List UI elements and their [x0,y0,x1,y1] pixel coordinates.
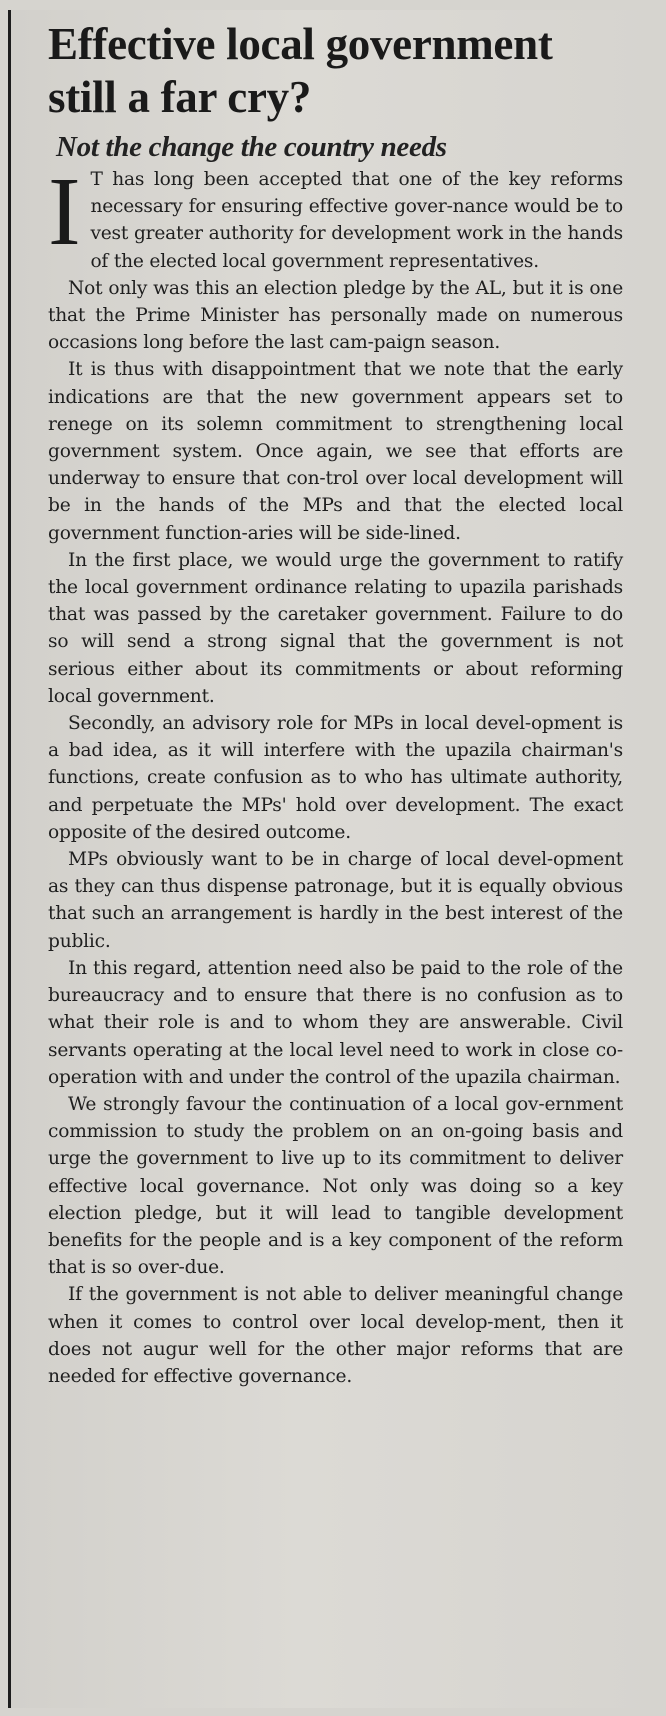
paragraph: It is thus with disappointment that we note that the early indications are that the new government appears set to renege on its solemn commitment to strengthening local government system. Once again, we see that efforts are underway to ensure that con-trol over local development will be in the hands of the MPs and that the elected local government function-aries will be side-lined. [48,359,623,544]
drop-cap: I [48,158,81,266]
first-paragraph [48,158,623,275]
paragraph: MPs obviously want to be in charge of local devel-opment as they can thus dispense patronage, but it is equally obvious that such an arrangement is hardly in the best interest of the public. [48,849,623,952]
paragraph: In this regard, attention need also be paid to the role of the bureaucracy and to ensure that there is no confusion as to what their role is and to whom they are answerable. Civil servants operating at the local level need to work in close co-operation with and under the control of the upazila chairman. [48,957,623,1088]
paragraph: Secondly, an advisory role for MPs in local devel-opment is a bad idea, as it will interfere with the upazila chairman's functions, create confusion as to who has ultimate authority, and perpetuate the MPs' hold over development. The exact opposite of the desired outcome. [48,713,623,843]
paragraph: If the government is not able to deliver meaningful change when it comes to control over local develop-ment, then it does not augur well for the other major reforms that are needed for effective governance. [48,1284,623,1387]
paragraph: In the first place, we would urge the government to ratify the local government ordinance relating to upazila parishads that was passed by the caretaker government. Failure to do so will send a strong signal that the government is not serious either about its commitments or about reforming local government. [48,549,623,707]
first-paragraph-text: T has long been accepted that one of the key reforms necessary for ensuring effective gover-nance would be to vest greater authority for development work in the hands of the elected local government representatives. [90,169,623,272]
subheadline: Not the change the country needs [56,131,447,163]
paragraph: Not only was this an election pledge by the AL, but it is one that the Prime Minister has personally made on numerous occasions long before the last cam-paign season. [48,277,623,354]
editorial-article [48,18,623,1390]
paragraph: We strongly favour the continuation of a local gov-ernment commission to study the problem on an on-going basis and urge the government to live up to its commitment to deliver effective local governance. Not only was doing so a key election pledge, but it will lead to tangible development benefits for the people and is a key component of the reform that is so over-due. [48,1093,623,1279]
article-body [48,158,623,1390]
headline: Effective local government still a far cry? [48,19,553,122]
column-rule [8,10,11,1708]
